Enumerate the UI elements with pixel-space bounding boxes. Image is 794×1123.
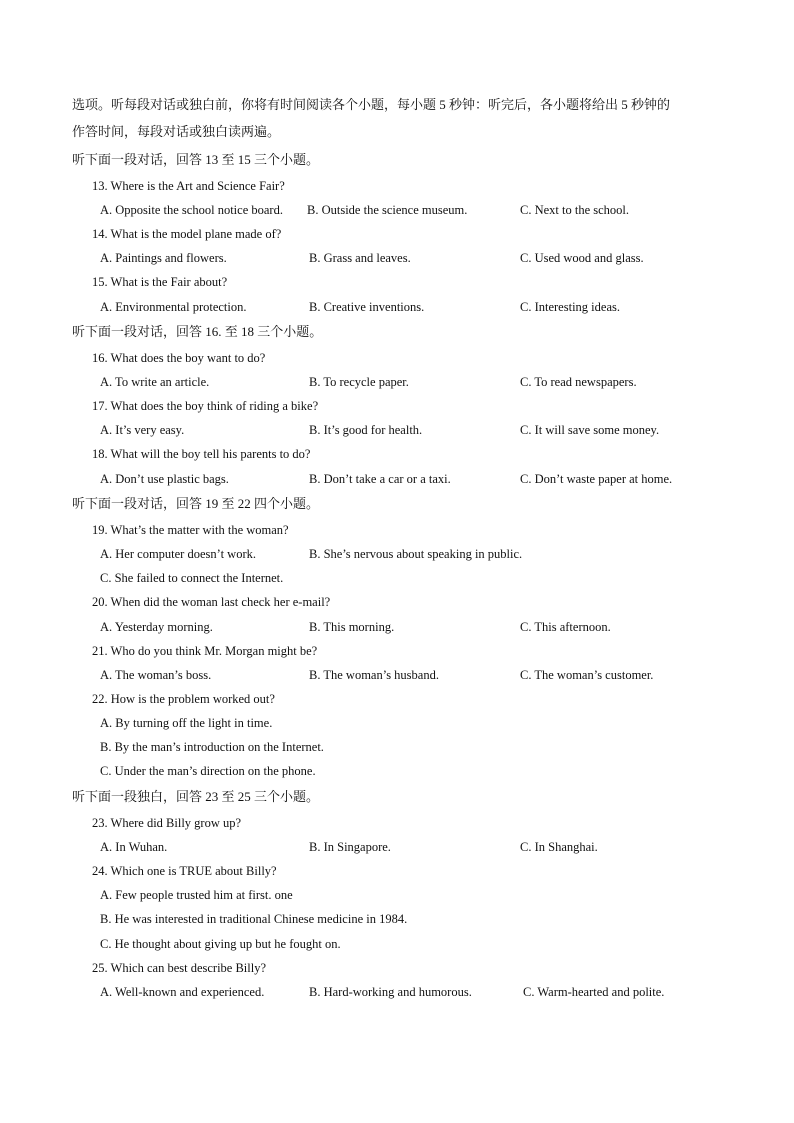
- question-17-option-c: C. It will save some money.: [520, 423, 660, 437]
- question-15-option-c: C. Interesting ideas.: [520, 300, 620, 314]
- question-20-option-a: A. Yesterday morning.: [100, 620, 213, 634]
- question-18-option-a: A. Don’t use plastic bags.: [100, 472, 229, 486]
- question-21-option-c: C. The woman’s customer.: [520, 668, 654, 682]
- question-23-option-c: C. In Shanghai.: [520, 840, 598, 854]
- question-21-option-a: A. The woman’s boss.: [100, 668, 212, 682]
- question-17-option-b: B. It’s good for health.: [309, 423, 423, 437]
- question-22-stem: 22. How is the problem worked out?: [92, 692, 275, 706]
- question-13-option-b: B. Outside the science museum.: [307, 203, 468, 217]
- question-19-stem: 19. What’s the matter with the woman?: [92, 523, 289, 537]
- question-23-option-b: B. In Singapore.: [309, 840, 391, 854]
- intro-line-1: 选项。听每段对话或独白前，你将有时间阅读各个小题，每小题 5 秒钟：听完后，各小题将给出 5 秒钟的: [72, 97, 671, 112]
- question-25-option-a: A. Well-known and experienced.: [100, 985, 265, 999]
- question-14-option-a: A. Paintings and flowers.: [100, 251, 227, 265]
- question-19-option-c: C. She failed to connect the Internet.: [100, 571, 284, 585]
- question-23-option-a: A. In Wuhan.: [100, 840, 168, 854]
- question-20-option-c: C. This afternoon.: [520, 620, 611, 634]
- question-13-option-c: C. Next to the school.: [520, 203, 630, 217]
- section-heading-2: 听下面一段对话，回答 16. 至 18 三个小题。: [72, 324, 323, 339]
- question-24-option-a: A. Few people trusted him at first. one: [100, 888, 293, 902]
- question-13-stem: 13. Where is the Art and Science Fair?: [92, 179, 285, 193]
- section-heading-4: 听下面一段独白，回答 23 至 25 三个小题。: [72, 789, 320, 804]
- question-14-option-c: C. Used wood and glass.: [520, 251, 644, 265]
- question-17-option-a: A. It’s very easy.: [100, 423, 185, 437]
- section-heading-3: 听下面一段对话，回答 19 至 22 四个小题。: [72, 496, 320, 511]
- question-21-stem: 21. Who do you think Mr. Morgan might be?: [92, 644, 318, 658]
- question-22-option-c: C. Under the man’s direction on the phone.: [100, 764, 316, 778]
- question-13-option-a: A. Opposite the school notice board.: [100, 203, 283, 217]
- question-22-option-a: A. By turning off the light in time.: [100, 716, 273, 730]
- question-15-stem: 15. What is the Fair about?: [92, 275, 228, 289]
- question-16-option-b: B. To recycle paper.: [309, 375, 409, 389]
- question-20-stem: 20. When did the woman last check her e-mail?: [92, 595, 331, 609]
- question-21-option-b: B. The woman’s husband.: [309, 668, 439, 682]
- question-24-stem: 24. Which one is TRUE about Billy?: [92, 864, 277, 878]
- question-25-option-c: C. Warm-hearted and polite.: [523, 985, 665, 999]
- question-23-stem: 23. Where did Billy grow up?: [92, 816, 242, 830]
- intro-line-2: 作答时间，每段对话或独白读两遍。: [72, 124, 281, 139]
- question-16-option-c: C. To read newspapers.: [520, 375, 637, 389]
- question-24-option-b: B. He was interested in traditional Chinese medicine in 1984.: [100, 912, 408, 926]
- question-18-option-b: B. Don’t take a car or a taxi.: [309, 472, 451, 486]
- question-20-option-b: B. This morning.: [309, 620, 395, 634]
- question-24-option-c: C. He thought about giving up but he fought on.: [100, 937, 341, 951]
- question-18-option-c: C. Don’t waste paper at home.: [520, 472, 673, 486]
- question-16-option-a: A. To write an article.: [100, 375, 210, 389]
- section-heading-1: 听下面一段对话，回答 13 至 15 三个小题。: [72, 152, 320, 167]
- question-25-option-b: B. Hard-working and humorous.: [309, 985, 472, 999]
- question-16-stem: 16. What does the boy want to do?: [92, 351, 266, 365]
- question-19-option-a: A. Her computer doesn’t work.: [100, 547, 256, 561]
- question-14-stem: 14. What is the model plane made of?: [92, 227, 282, 241]
- question-19-option-b: B. She’s nervous about speaking in public.: [309, 547, 523, 561]
- question-25-stem: 25. Which can best describe Billy?: [92, 961, 267, 975]
- question-17-stem: 17. What does the boy think of riding a bike?: [92, 399, 319, 413]
- question-15-option-b: B. Creative inventions.: [309, 300, 425, 314]
- question-14-option-b: B. Grass and leaves.: [309, 251, 411, 265]
- question-18-stem: 18. What will the boy tell his parents to do?: [92, 447, 311, 461]
- question-15-option-a: A. Environmental protection.: [100, 300, 247, 314]
- question-22-option-b: B. By the man’s introduction on the Internet.: [100, 740, 324, 754]
